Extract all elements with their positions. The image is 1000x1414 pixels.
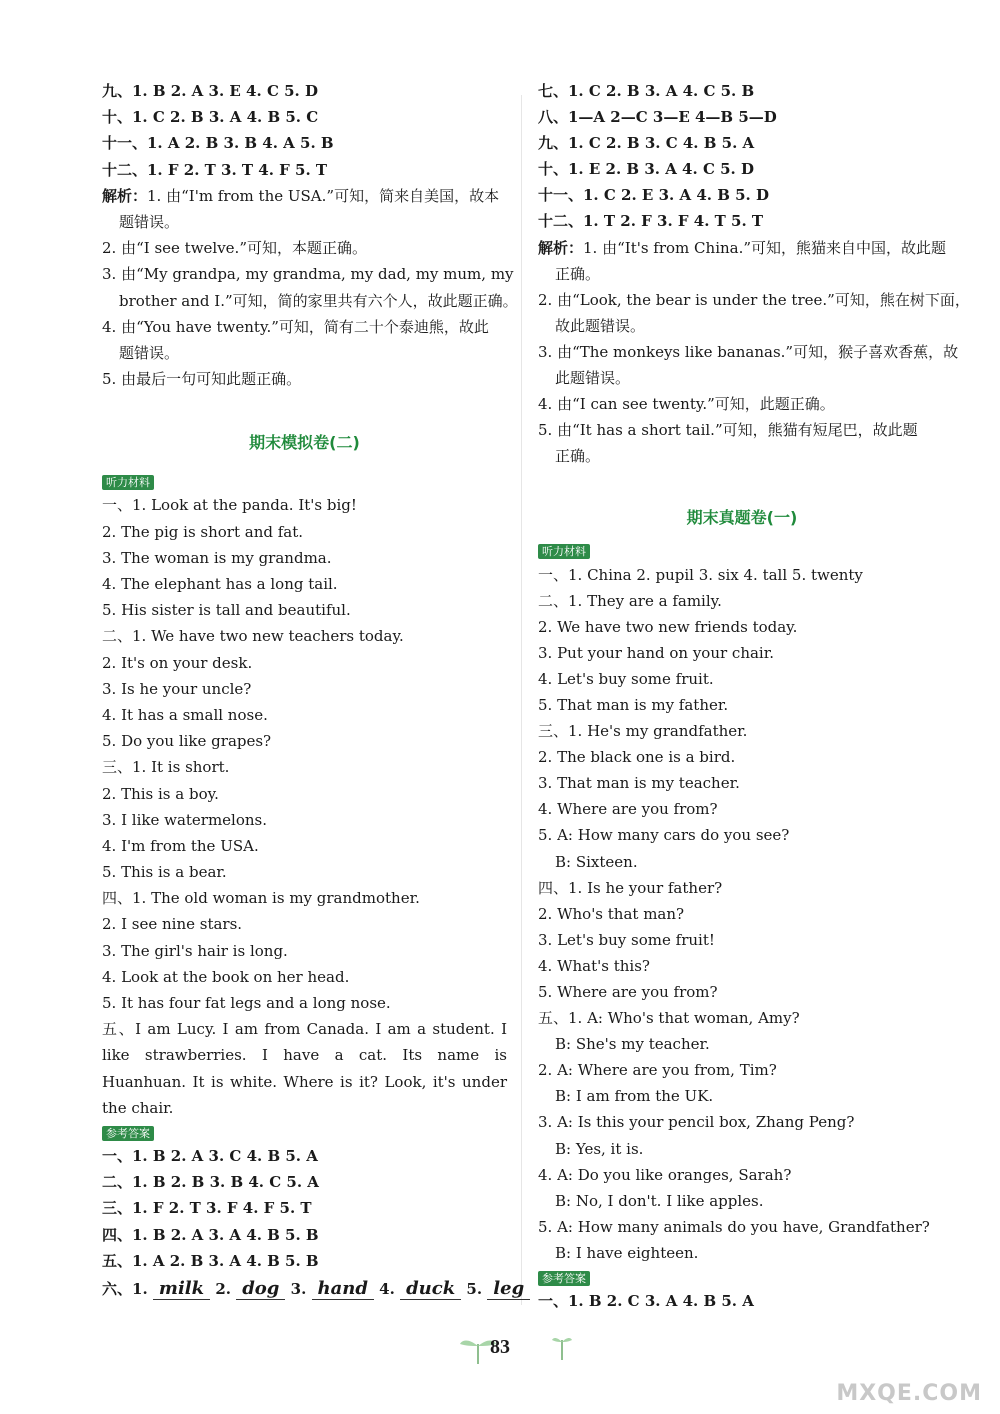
answer-line: 一、1. B 2. C 3. A 4. B 5. A: [538, 1292, 754, 1311]
listening-line: B: She's my teacher.: [555, 1035, 710, 1054]
listening-line: 2. A: Where are you from, Tim?: [538, 1061, 777, 1080]
listening-line: B: Sixteen.: [555, 852, 638, 871]
listening-line: 5. Do you like grapes?: [102, 732, 272, 751]
answer-tag: 参考答案: [102, 1126, 154, 1141]
right-column: [538, 78, 970, 1314]
listening-line: 2. It's on your desk.: [102, 653, 253, 672]
listening-tag: 听力材料: [102, 475, 154, 490]
listening-line: 4. Where are you from?: [538, 800, 718, 819]
answer-line: 八、1—A 2—C 3—E 4—B 5—D: [538, 108, 777, 127]
listening-line: 四、1. The old woman is my grandmother.: [102, 889, 420, 908]
analysis-label: 解析：: [538, 238, 584, 257]
analysis-continuation: 题错误。: [119, 343, 180, 362]
answer-line: 十一、1. A 2. B 3. B 4. A 5. B: [102, 134, 334, 153]
listening-line: 4. A: Do you like oranges, Sarah?: [538, 1165, 792, 1184]
answer-line: 二、1. B 2. B 3. B 4. C 5. A: [102, 1173, 319, 1192]
listening-line: 3. I like watermelons.: [102, 810, 268, 829]
passage: 五、I am Lucy. I am from Canada. I am a student. I like strawberries. I have a cat. Its name is Huanhuan. It is white. Where is it? Look, it's under the chair.: [102, 1020, 507, 1117]
listening-line: 四、1. Is he your father?: [538, 878, 723, 897]
listening-line: 5. A: How many animals do you have, Grandfather?: [538, 1217, 930, 1236]
listening-line: 5. A: How many cars do you see?: [538, 826, 790, 845]
listening-line: 2. Who's that man?: [538, 904, 685, 923]
listening-line: 5. This is a bear.: [102, 863, 227, 882]
analysis-item: 2. 由“Look, the bear is under the tree.”可知，熊在树下面，: [538, 290, 970, 309]
analysis-item: 5. 由最后一句可知此题正确。: [102, 370, 302, 389]
listening-line: 2. We have two new friends today.: [538, 617, 798, 636]
listening-line: 5. It has four fat legs and a long nose.: [102, 994, 391, 1012]
handwritten-word: duck: [400, 1279, 461, 1300]
listening-line: 2. The pig is short and fat.: [102, 522, 304, 541]
column-divider: [521, 95, 522, 1305]
analysis-item: 3. 由“The monkeys like bananas.”可知，猴子喜欢香蕉，故: [538, 342, 959, 361]
answer-line: 十、1. C 2. B 3. A 4. B 5. C: [102, 108, 319, 127]
sprout-icon: [552, 1326, 572, 1362]
listening-line: 三、1. He's my grandfather.: [538, 722, 748, 741]
listening-line: 3. A: Is this your pencil box, Zhang Peng?: [538, 1113, 855, 1132]
listening-line: 一、1. China 2. pupil 3. six 4. tall 5. twenty: [538, 565, 863, 584]
listening-line: 3. Let's buy some fruit!: [538, 930, 715, 949]
listening-line: 2. I see nine stars.: [102, 915, 243, 934]
listening-line: 5. That man is my father.: [538, 695, 729, 714]
listening-line: 一、1. Look at the panda. It's big!: [102, 496, 357, 515]
watermark: MXQE.COM: [836, 1381, 982, 1406]
answer-line: 七、1. C 2. B 3. A 4. C 5. B: [538, 82, 755, 100]
listening-line: 五、1. A: Who's that woman, Amy?: [538, 1009, 800, 1028]
answer-line: 四、1. B 2. A 3. A 4. B 5. B: [102, 1225, 319, 1244]
analysis-continuation: 正确。: [555, 264, 601, 283]
listening-line: B: I have eighteen.: [555, 1243, 699, 1262]
section-title: 期末模拟卷(二): [249, 433, 360, 453]
section-title: 期末真题卷(一): [686, 508, 798, 528]
handwritten-word: hand: [312, 1279, 374, 1300]
analysis-continuation: 故此题错误。: [555, 316, 646, 335]
listening-list: [538, 562, 946, 1267]
analysis-item: 5. 由“It has a short tail.”可知，熊猫有短尾巴，故此题: [538, 421, 918, 440]
listening-line: 2. This is a boy.: [102, 784, 219, 803]
handwritten-word: dog: [236, 1279, 285, 1300]
listening-line: 3. The girl's hair is long.: [102, 941, 288, 960]
answer-line: 十一、1. C 2. E 3. A 4. B 5. D: [538, 186, 769, 205]
handwritten-word: milk: [153, 1279, 210, 1300]
answer-line: 十二、1. F 2. T 3. T 4. F 5. T: [102, 160, 328, 179]
answer-tag: 参考答案: [538, 1271, 590, 1286]
listening-line: 5. Where are you from?: [538, 983, 718, 1001]
listening-line: 4. Look at the book on her head.: [102, 967, 350, 986]
listening-line: 4. I'm from the USA.: [102, 836, 259, 855]
listening-line: B: Yes, it is.: [555, 1139, 644, 1158]
analysis-item: 解析：1. 由“It's from China.”可知，熊猫来自中国，故此题: [538, 238, 947, 257]
analysis-item: 4. 由“I can see twenty.”可知，此题正确。: [538, 395, 835, 414]
listening-line: 4. It has a small nose.: [102, 705, 268, 724]
listening-line: 5. His sister is tall and beautiful.: [102, 601, 351, 620]
listening-line: B: No, I don't. I like apples.: [555, 1191, 764, 1210]
listening-tag: 听力材料: [538, 544, 590, 559]
analysis-continuation: brother and I.”可知，简的家里共有六个人，故此题正确。: [119, 291, 518, 310]
listening-line: 三、1. It is short.: [102, 758, 230, 777]
answer-line: 五、1. A 2. B 3. A 4. B 5. B: [102, 1251, 319, 1270]
answer-line: 十、1. E 2. B 3. A 4. C 5. D: [538, 160, 754, 179]
listening-line: 3. Is he your uncle?: [102, 679, 252, 698]
answer-line: 十二、1. T 2. F 3. F 4. T 5. T: [538, 212, 764, 231]
answer-line: 九、1. B 2. A 3. E 4. C 5. D: [102, 82, 318, 100]
listening-line: 3. That man is my teacher.: [538, 774, 740, 793]
analysis-label: 解析：: [102, 186, 148, 205]
analysis-continuation: 题错误。: [119, 212, 180, 231]
listening-list: [102, 492, 507, 1016]
listening-line: 2. The black one is a bird.: [538, 748, 736, 767]
analysis-continuation: 此题错误。: [555, 369, 631, 388]
listening-line: 二、1. We have two new teachers today.: [102, 627, 404, 646]
answer-line: 九、1. C 2. B 3. C 4. B 5. A: [538, 134, 755, 153]
analysis-item: 4. 由“You have twenty.”可知，简有二十个泰迪熊，故此: [102, 317, 489, 336]
listening-line: 二、1. They are a family.: [538, 591, 722, 610]
analysis-item: 解析：1. 由“I'm from the USA.”可知，简来自美国，故本: [102, 186, 500, 205]
analysis-continuation: 正确。: [555, 447, 601, 466]
listening-line: 4. The elephant has a long tail.: [102, 575, 338, 593]
handwritten-answers: 六、1. milk 2. dog 3. hand 4. duck 5. leg: [102, 1274, 507, 1304]
listening-line: 4. What's this?: [538, 956, 650, 975]
analysis-item: 2. 由“I see twelve.”可知，本题正确。: [102, 239, 367, 258]
listening-line: 3. The woman is my grandma.: [102, 548, 332, 567]
answer-line: 一、1. B 2. A 3. C 4. B 5. A: [102, 1147, 318, 1165]
analysis-item: 3. 由“My grandpa, my grandma, my dad, my mum, my: [102, 265, 514, 284]
listening-line: 3. Put your hand on your chair.: [538, 643, 775, 662]
listening-line: 4. Let's buy some fruit.: [538, 669, 714, 688]
page-number: 83: [490, 1336, 510, 1358]
listening-line: B: I am from the UK.: [555, 1087, 714, 1106]
answer-line: 三、1. F 2. T 3. F 4. F 5. T: [102, 1199, 312, 1218]
left-column: [102, 78, 525, 1304]
handwritten-word: leg: [487, 1279, 530, 1300]
